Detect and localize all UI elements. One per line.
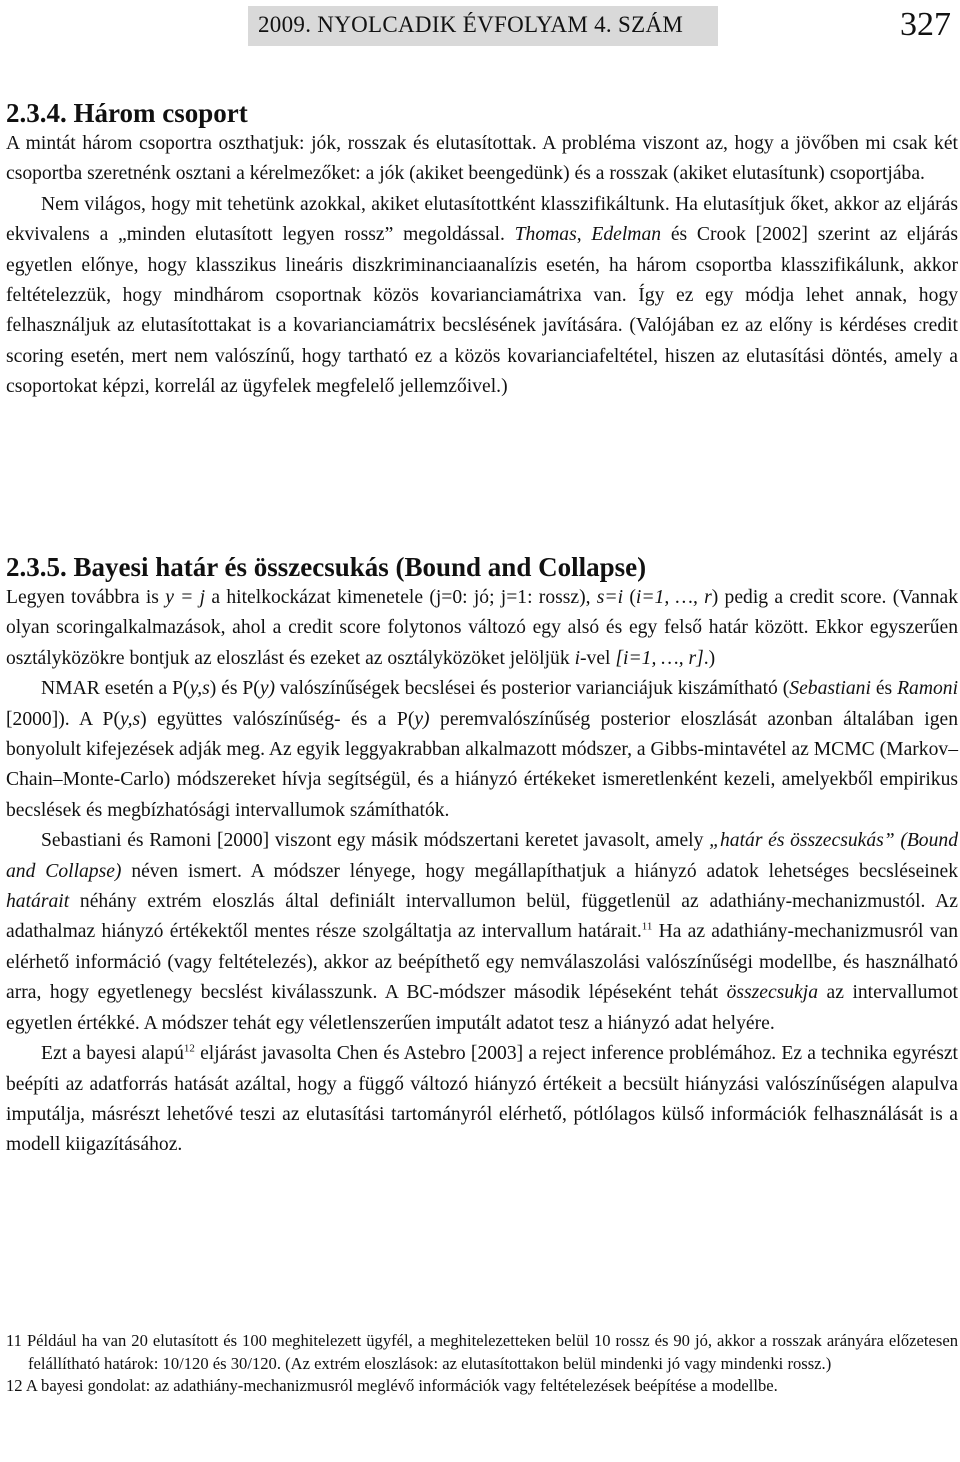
paragraph: Nem világos, hogy mit tehetünk azokkal, akiket elutasítottként klasszifikáltunk. Ha elutasítjuk őket, akkor az eljárás ekvivalens a „minden elutasított legyen rossz” megoldással. Thomas, Edelman és Crook [2002] szerint az eljárás egyetlen előnye, hogy klasszikus lineáris diszkriminanciaanalízis esetén, ha három csoportba klasszifikálunk, akkor feltételezzük, hogy mindhárom csoportnak közös kovarianciamátrixa van. Így ez egy módja lehet annak, hogy felhasználjuk az elutasítottakat is a kovarianciamátrix becslésének javítására. (Valójában ez az előny is kérdéses credit scoring esetén, mert nem valószínű, hogy tartható ez a közös kovarianciafeltétel, hiszen az elutasítási döntés, amely a csoportokat képzi, korrelál az ügyfelek megfelelő jellemzőivel.) xyxy=(6,193,958,398)
paragraph: Legyen továbbra is y = j a hitelkockázat kimenetele (j=0: jó; j=1: rossz), s=i (i=1, …, r) pedig a credit score. (Vannak olyan scoringalkalmazások, ahol a credit score folytonos változó egy alsó és egy felső határ között. Ekkor egyszerűen osztályközökre bontjuk az eloszlást és ezeket az osztályközöket jelöljük i-vel [i=1, …, r].) xyxy=(6,587,958,669)
footnote-11: 11 Például ha van 20 elutasított és 100 meghitelezett ügyfél, a meghitelezetteken belül 10 rossz és 90 jó, akkor a rosszak arányára előzetesen felállítható határok: 10/120 és 30/120. (Az extrém eloszlások: az elutasítottakon belül mindenki jó vagy mindenki rossz.) xyxy=(6,1331,958,1373)
section-heading: 2.3.4. Három csoport xyxy=(6,98,248,128)
footnote-12: 12 A bayesi gondolat: az adathiány-mechanizmusról meglévő információk vagy feltételezések beépítése a modellbe. xyxy=(6,1376,778,1395)
section-heading: 2.3.5. Bayesi határ és összecsukás (Bound and Collapse) xyxy=(6,552,647,582)
section-2-3-5 xyxy=(6,551,958,1161)
section-2-3-4 xyxy=(6,97,958,403)
paragraph: Sebastiani és Ramoni [2000] viszont egy másik módszertani keretet javasolt, amely „határ és összecsukás” (Bound and Collapse) néven ismert. A módszer lényege, hogy megállapíthatjuk a hiányzó adatok lehetséges becsléseinek határait néhány extrém eloszlás által definiált intervallumon belül, függetlenül az adathiány-mechanizmustól. Az adathalmaz hiányzó értékektől mentes része szolgáltatja az intervallum határait.$^{11}$ Ha az adathiány-mechanizmusról van elérhető információ (vagy feltételezés), akkor az beépíthető egy nemválaszolási valószínűségi modellbe, és használható arra, hogy egyetlenegy becslést kiválasszunk. A BC-módszer második lépéseként tehát összecsukja az intervallumot egyetlen értékké. A módszer tehát egy véletlenszerűen imputált adatot tesz a hiányzó adat helyére. xyxy=(6,830,959,1034)
footnotes xyxy=(6,1330,958,1398)
page-number: 327 xyxy=(900,6,951,43)
paragraph: A mintát három csoportra oszthatjuk: jók, rosszak és elutasítottak. A probléma viszont az, hogy a jövőben mi csak két csoportba szeretnénk osztani a kérelmezőket: a jók (akiket beengedünk) és a rosszak (akiket elutasítunk) csoportjába. xyxy=(6,133,958,185)
footnote-ref: 11 xyxy=(641,920,653,933)
paragraph: Ezt a bayesi alapú$^{12}$ eljárást javasolta Chen és Astebro [2003] a reject inference problémához. Ez a technika egyrészt beépíti az adatforrás hatását azáltal, hogy a függő változó hiányzó értékeit a becsült hiányzási valószínűségen alapulva imputálja, másrészt lehetővé teszi az elutasítási tartományról elérhető, pótlólagos külső információk felhasználását is a modell kiigazításához. xyxy=(6,1042,958,1156)
paragraph: NMAR esetén a P(y,s) és P(y) valószínűségek becslései és posterior varianciájuk kiszámítható (Sebastiani és Ramoni [2000]). A P(y,s) együttes valószínűség- és a P(y) peremvalószínűség posterior eloszlását azonban általában igen bonyolult kifejezések adják meg. Az egyik leggyakrabban alkalmazott módszer, a Gibbs-mintavétel az MCMC (Markov–Chain–Monte-Carlo) módszereket hívja segítségül, és a hiányzó értékeket ismeretlenként kezeli, amelyekből empirikus becslések és megbízhatósági intervallumok számíthatók. xyxy=(6,678,959,821)
running-header-title: 2009. NYOLCADIK ÉVFOLYAM 4. SZÁM xyxy=(258,12,684,37)
footnote-ref: 12 xyxy=(183,1042,195,1055)
